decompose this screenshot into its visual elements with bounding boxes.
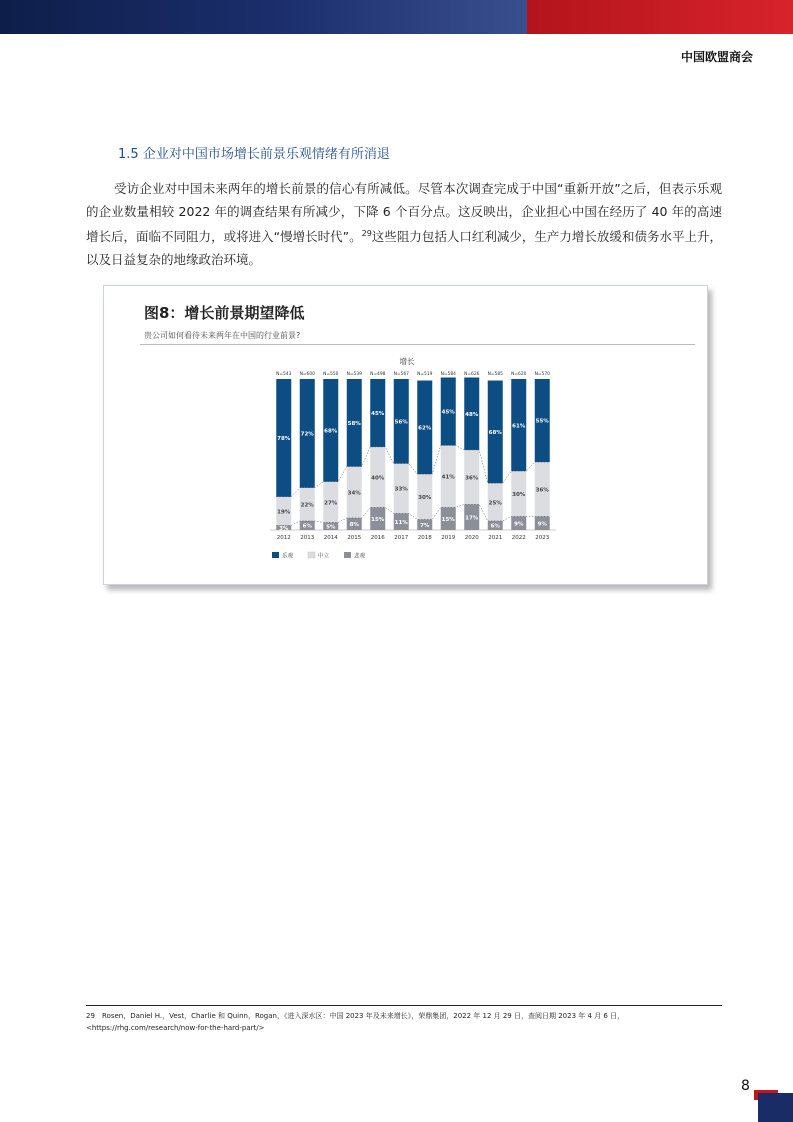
x-tick-2017: 2017	[394, 535, 409, 541]
data-label-悲观-2023: 9%	[537, 521, 547, 528]
data-label-中立-2016: 40%	[371, 475, 385, 482]
data-label-乐观-2021: 68%	[488, 430, 502, 437]
sample-size-2017: N=567	[393, 372, 409, 377]
x-tick-2023: 2023	[535, 535, 550, 541]
data-label-乐观-2017: 56%	[394, 419, 408, 426]
sample-size-2021: N=585	[487, 372, 503, 377]
x-tick-2019: 2019	[441, 535, 456, 541]
connector-line-悲观	[276, 504, 550, 528]
chart-title: 增长	[399, 357, 415, 366]
data-label-悲观-2021: 6%	[490, 523, 500, 530]
corner-accent-blue	[758, 1093, 793, 1122]
legend-swatch-乐观	[272, 552, 279, 558]
data-label-悲观-2012: 3%	[279, 525, 289, 532]
connector-line-中立	[276, 445, 550, 496]
data-label-乐观-2013: 72%	[300, 431, 314, 438]
body-paragraph	[86, 178, 722, 271]
data-label-悲观-2017: 11%	[394, 519, 408, 526]
data-label-乐观-2018: 62%	[418, 425, 432, 432]
figure-subtitle: 贵公司如何看待未来两年在中国的行业前景?	[144, 331, 301, 340]
stacked-bar-chart	[104, 286, 709, 586]
header-band-blue	[0, 0, 527, 34]
footnote	[86, 1010, 726, 1034]
x-tick-2015: 2015	[347, 535, 362, 541]
footnote-number: 29	[86, 1012, 95, 1020]
data-label-悲观-2019: 15%	[441, 516, 455, 523]
x-tick-2022: 2022	[511, 535, 526, 541]
legend-label-中立: 中立	[318, 553, 330, 560]
data-label-乐观-2016: 45%	[371, 411, 385, 418]
paragraph-part-2: 这些阻力包括人口红利减少，生产力增长放缓和债务水平上升，以及日益复杂的地缘政治环境。	[86, 229, 722, 267]
data-label-乐观-2012: 78%	[277, 436, 291, 443]
data-label-乐观-2015: 58%	[347, 420, 361, 427]
sample-size-2014: N=550	[323, 372, 339, 377]
sample-size-2020: N=626	[464, 372, 480, 377]
section-title	[118, 143, 390, 162]
data-label-中立-2015: 34%	[347, 490, 361, 497]
sample-size-2016: N=498	[370, 372, 386, 377]
figure-title: 图8：增长前景期望降低	[144, 304, 305, 322]
sample-size-2015: N=539	[346, 372, 362, 377]
header-band	[0, 0, 793, 34]
sample-size-2019: N=584	[440, 372, 456, 377]
x-tick-2016: 2016	[370, 535, 385, 541]
header-band-red	[527, 0, 793, 34]
x-tick-2014: 2014	[323, 535, 338, 541]
footnote-ref[interactable]: 29	[361, 229, 372, 238]
data-label-悲观-2014: 5%	[326, 524, 336, 531]
figure-box	[103, 285, 708, 585]
data-label-悲观-2022: 9%	[514, 521, 524, 528]
data-label-中立-2014: 27%	[324, 500, 338, 507]
data-label-乐观-2014: 68%	[324, 428, 338, 435]
section-title-text: 企业对中国市场增长前景乐观情绪有所消退	[142, 147, 390, 162]
x-tick-2013: 2013	[300, 535, 315, 541]
data-label-乐观-2019: 45%	[441, 409, 455, 416]
data-label-中立-2017: 33%	[394, 486, 408, 493]
data-label-中立-2018: 30%	[418, 494, 432, 501]
sample-size-2013: N=600	[299, 372, 315, 377]
data-label-中立-2022: 30%	[512, 491, 526, 498]
data-label-悲观-2018: 7%	[420, 522, 430, 529]
page-number: 8	[741, 1078, 750, 1094]
legend-label-悲观: 悲观	[354, 553, 366, 560]
sample-size-2022: N=620	[511, 372, 527, 377]
data-label-中立-2021: 25%	[488, 500, 502, 507]
footnote-text: Rosen，Daniel H.，Vest，Charlie 和 Quinn，Rogan，《进入深水区：中国 2023 年及未来增长》，荣鼎集团，2022 年 12 月 29 日，查阅日期 2023 年 4 月 6 日，<https://rhg.com/research/now-for-the-hard-part/>	[86, 1012, 625, 1032]
legend-swatch-中立	[308, 552, 315, 558]
data-label-乐观-2022: 61%	[512, 423, 526, 430]
data-label-悲观-2020: 17%	[465, 515, 479, 522]
data-label-悲观-2016: 15%	[371, 516, 385, 523]
x-tick-2012: 2012	[276, 535, 291, 541]
legend-label-乐观: 乐观	[282, 553, 294, 560]
sample-size-2018: N=519	[417, 372, 433, 377]
x-tick-2020: 2020	[464, 535, 479, 541]
sample-size-2023: N=570	[534, 372, 550, 377]
sample-size-2012: N=543	[276, 372, 292, 377]
section-number: 1.5	[118, 147, 139, 162]
data-label-乐观-2020: 48%	[465, 411, 479, 418]
x-tick-2021: 2021	[488, 535, 503, 541]
x-tick-2018: 2018	[417, 535, 432, 541]
data-label-中立-2012: 19%	[277, 509, 291, 516]
data-label-中立-2023: 36%	[535, 487, 549, 494]
org-name: 中国欧盟商会	[680, 50, 753, 64]
data-label-中立-2020: 36%	[465, 475, 479, 482]
data-label-悲观-2013: 6%	[302, 523, 312, 530]
data-label-中立-2019: 41%	[441, 474, 455, 481]
data-label-悲观-2015: 8%	[349, 522, 359, 529]
legend-swatch-悲观	[344, 552, 351, 558]
data-label-乐观-2023: 55%	[535, 418, 549, 425]
paragraph-part-1: 受访企业对中国未来两年的增长前景的信心有所减低。尽管本次调查完成于中国“重新开放”之后，但表示乐观的企业数量相较 2022 年的调查结果有所减少，下降 6 个百分点。这反映出，企业担心中国在经历了 40 年的高速增长后，面临不同阻力，或将进入“慢增长时代”。	[86, 181, 722, 245]
footnote-rule	[86, 1005, 722, 1006]
data-label-中立-2013: 22%	[300, 502, 314, 509]
